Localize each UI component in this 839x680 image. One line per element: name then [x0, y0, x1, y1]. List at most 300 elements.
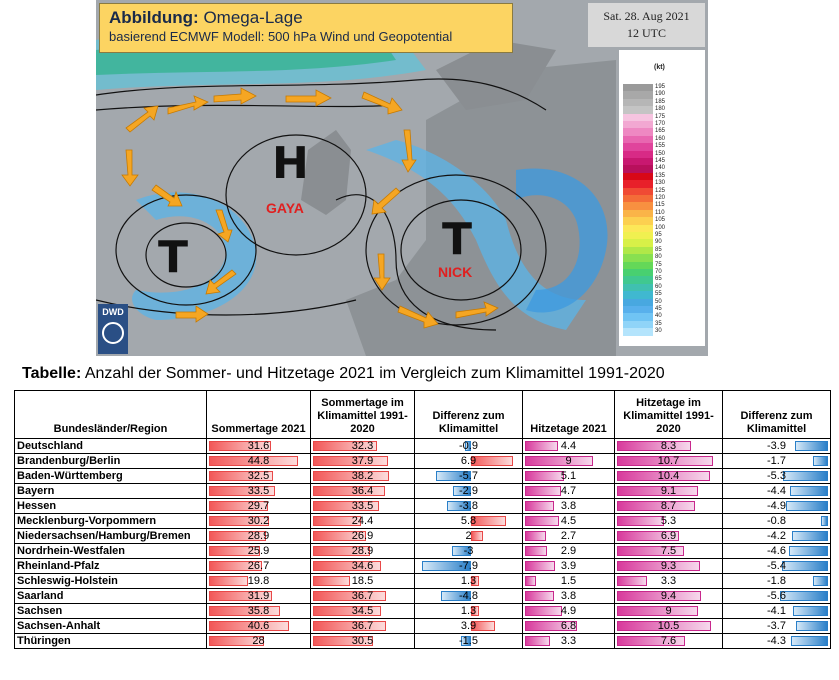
table-row [15, 469, 831, 484]
scale-swatch [623, 217, 653, 224]
summer-days-2021-cell [207, 469, 311, 484]
hot-days-climate-bar [617, 591, 701, 601]
hot-days-climate-bar [617, 561, 700, 571]
table-row [15, 529, 831, 544]
hot-days-2021-bar [525, 591, 554, 601]
summer-days-table [14, 390, 831, 649]
scale-swatch [623, 121, 653, 128]
summer-days-2021-cell [207, 499, 311, 514]
summer-days-diff-value: -4.8 [459, 590, 478, 602]
summer-days-climate-value: 34.6 [351, 560, 374, 572]
hot-days-climate-cell [615, 604, 723, 619]
hot-days-diff-bar [780, 591, 828, 601]
summer-days-climate-value: 38.2 [351, 470, 374, 482]
hot-days-diff-bar [821, 516, 828, 526]
hot-days-diff-bar [782, 561, 828, 571]
hot-days-climate-cell [615, 484, 723, 499]
hot-days-diff-cell [723, 514, 831, 529]
summer-days-climate-bar [313, 456, 388, 466]
summer-days-2021-value: 29.7 [247, 500, 270, 512]
scale-label: 150 [655, 150, 666, 157]
region-cell: Sachsen-Anhalt [15, 619, 207, 634]
scale-label: 130 [655, 180, 666, 187]
hot-days-diff-bar [789, 546, 828, 556]
scale-label: 135 [655, 172, 666, 179]
hot-days-climate-value: 10.5 [657, 620, 680, 632]
hot-days-climate-bar [617, 501, 695, 511]
summer-days-diff-cell [415, 484, 523, 499]
scale-swatch [623, 269, 653, 276]
summer-days-climate-value: 36.4 [351, 485, 374, 497]
region-cell: Sachsen [15, 604, 207, 619]
dwd-logo-icon [102, 322, 124, 344]
summer-days-climate-value: 33.5 [351, 500, 374, 512]
hot-days-climate-cell [615, 544, 723, 559]
summer-days-diff-cell [415, 454, 523, 469]
scale-swatch [623, 128, 653, 135]
scale-swatch [623, 188, 653, 195]
hot-days-diff-value: -4.9 [767, 500, 786, 512]
scale-label: 40 [655, 313, 662, 320]
scale-swatch [623, 225, 653, 232]
scale-label: 45 [655, 306, 662, 312]
hot-days-diff-bar [783, 471, 828, 481]
summer-days-2021-value: 40.6 [247, 620, 270, 632]
summer-days-climate-bar [313, 576, 350, 586]
summer-days-diff-cell [415, 499, 523, 514]
scale-label: 60 [655, 283, 662, 290]
table-row [15, 619, 831, 634]
hot-days-2021-value: 4.4 [560, 440, 577, 452]
summer-days-2021-cell [207, 439, 311, 454]
hot-days-2021-value: 5.1 [560, 470, 577, 482]
scale-swatch [623, 195, 653, 202]
hot-days-climate-cell [615, 514, 723, 529]
summer-days-diff-cell [415, 439, 523, 454]
hot-days-2021-value: 9 [565, 455, 572, 467]
summer-days-2021-cell [207, 634, 311, 649]
scale-label: 175 [655, 113, 666, 120]
scale-swatch [623, 254, 653, 261]
hot-days-diff-value: -5.4 [767, 560, 786, 572]
scale-swatch [623, 114, 653, 121]
hot-days-diff-value: -4.6 [767, 545, 786, 557]
summer-days-diff-value: -3.8 [459, 500, 478, 512]
hot-days-diff-cell [723, 529, 831, 544]
scale-label: 195 [655, 84, 666, 90]
summer-days-climate-cell [311, 514, 415, 529]
hot-days-2021-cell [523, 589, 615, 604]
figure-subtitle: basierend ECMWF Modell: 500 hPa Wind und Geopotential [109, 29, 453, 44]
hot-days-2021-cell [523, 604, 615, 619]
hot-days-climate-value: 5.3 [660, 515, 677, 527]
hot-days-2021-cell [523, 544, 615, 559]
scale-swatch [623, 84, 653, 91]
scale-swatch [623, 151, 653, 158]
hot-days-diff-value: -5.6 [767, 590, 786, 602]
summer-days-climate-value: 26.9 [351, 530, 374, 542]
scale-swatch [623, 165, 653, 172]
scale-label: 165 [655, 128, 666, 135]
hot-days-climate-value: 7.6 [660, 635, 677, 647]
hot-days-diff-cell [723, 484, 831, 499]
summer-days-2021-value: 31.9 [247, 590, 270, 602]
table-body [15, 439, 831, 649]
hot-days-climate-cell [615, 469, 723, 484]
hot-days-2021-cell [523, 439, 615, 454]
scale-swatch [623, 321, 653, 328]
summer-days-diff-cell [415, 604, 523, 619]
summer-days-diff-value: 1.3 [460, 575, 477, 587]
table-row [15, 484, 831, 499]
summer-days-climate-value: 34.5 [351, 605, 374, 617]
scale-label: 95 [655, 232, 662, 238]
hot-days-2021-bar [525, 516, 559, 526]
scale-swatch [623, 262, 653, 269]
scale-label: 145 [655, 158, 666, 164]
scale-label: 80 [655, 254, 662, 261]
hot-days-2021-value: 4.5 [560, 515, 577, 527]
hot-days-2021-cell [523, 574, 615, 589]
low-pressure-name: NICK [438, 264, 473, 280]
scale-swatch [623, 91, 653, 98]
hot-days-2021-bar [525, 486, 561, 496]
hot-days-diff-bar [790, 486, 828, 496]
hot-days-climate-value: 9.1 [660, 485, 677, 497]
scale-label: 55 [655, 291, 662, 298]
summer-days-diff-value: -1.5 [459, 635, 478, 647]
hot-days-2021-cell [523, 634, 615, 649]
header-hot-diff: Differenz zum Klimamittel [723, 391, 831, 439]
summer-days-2021-value: 33.5 [247, 485, 270, 497]
scale-label: 30 [655, 328, 662, 335]
hot-days-diff-bar [793, 606, 828, 616]
summer-days-diff-value: 1.3 [460, 605, 477, 617]
hot-days-climate-bar [617, 606, 698, 616]
summer-days-diff-value: -0.9 [459, 440, 478, 452]
region-cell: Mecklenburg-Vorpommern [15, 514, 207, 529]
hot-days-climate-cell [615, 559, 723, 574]
hot-days-diff-value: -1.8 [767, 575, 786, 587]
hot-days-2021-cell [523, 469, 615, 484]
scale-label: 75 [655, 261, 662, 268]
scale-swatch [623, 173, 653, 180]
hot-days-climate-bar [617, 486, 698, 496]
summer-days-diff-cell [415, 574, 523, 589]
hot-days-diff-value: -3.7 [767, 620, 786, 632]
summer-days-2021-bar [209, 606, 280, 616]
hot-days-2021-value: 3.3 [560, 635, 577, 647]
scale-swatch [623, 106, 653, 113]
scale-label: 105 [655, 217, 666, 224]
scale-label: 140 [655, 165, 666, 172]
summer-days-climate-bar [313, 486, 385, 496]
hot-days-2021-cell [523, 559, 615, 574]
region-cell: Saarland [15, 589, 207, 604]
header-hot-2021: Hitzetage 2021 [523, 391, 615, 439]
scale-label: 65 [655, 276, 662, 283]
region-cell: Niedersachsen/Hamburg/Bremen [15, 529, 207, 544]
hot-days-2021-cell [523, 454, 615, 469]
summer-days-2021-cell [207, 544, 311, 559]
hot-days-2021-value: 3.9 [560, 560, 577, 572]
summer-days-climate-value: 30.5 [351, 635, 374, 647]
summer-days-climate-cell [311, 559, 415, 574]
hot-days-2021-value: 2.7 [560, 530, 577, 542]
summer-days-climate-bar [313, 471, 389, 481]
summer-days-climate-value: 32.3 [351, 440, 374, 452]
summer-days-diff-cell [415, 514, 523, 529]
summer-days-2021-value: 19.8 [247, 575, 270, 587]
hot-days-2021-value: 4.9 [560, 605, 577, 617]
scale-swatch [623, 247, 653, 254]
high-pressure-name: GAYA [266, 200, 304, 216]
scale-swatch [623, 99, 653, 106]
summer-days-2021-value: 26.7 [247, 560, 270, 572]
hot-days-diff-value: -0.8 [767, 515, 786, 527]
hot-days-climate-bar [617, 516, 664, 526]
summer-days-diff-bar [471, 531, 483, 541]
summer-days-diff-value: -5.7 [459, 470, 478, 482]
figure-caption [99, 3, 513, 53]
summer-days-diff-cell [415, 619, 523, 634]
hot-days-diff-cell [723, 604, 831, 619]
summer-days-climate-cell [311, 604, 415, 619]
hot-days-2021-bar [525, 636, 550, 646]
hot-days-diff-cell [723, 439, 831, 454]
hot-days-climate-value: 9 [665, 605, 672, 617]
header-summer-climate: Sommertage im Klimamittel 1991-2020 [311, 391, 415, 439]
summer-days-diff-value: -7.9 [459, 560, 478, 572]
figure-title: Abbildung: Omega-Lage [109, 8, 303, 27]
header-hot-climate: Hitzetage im Klimamittel 1991-2020 [615, 391, 723, 439]
summer-days-2021-cell [207, 529, 311, 544]
summer-days-climate-cell [311, 544, 415, 559]
hot-days-diff-value: -4.2 [767, 530, 786, 542]
scale-swatch [623, 202, 653, 209]
scale-label: 185 [655, 98, 666, 105]
table-row [15, 454, 831, 469]
hot-days-2021-bar [525, 561, 555, 571]
hot-days-2021-bar [525, 471, 564, 481]
hot-days-climate-bar [617, 441, 691, 451]
hot-days-diff-cell [723, 574, 831, 589]
table-row [15, 514, 831, 529]
summer-days-diff-cell [415, 634, 523, 649]
region-cell: Schleswig-Holstein [15, 574, 207, 589]
scale-swatch [623, 291, 653, 298]
scale-label: 85 [655, 246, 662, 253]
region-cell: Rheinland-Pfalz [15, 559, 207, 574]
table-row [15, 559, 831, 574]
hot-days-diff-cell [723, 454, 831, 469]
summer-days-climate-cell [311, 469, 415, 484]
hot-days-2021-value: 3.8 [560, 500, 577, 512]
dwd-logo: DWD [98, 304, 128, 354]
hot-days-diff-bar [795, 441, 828, 451]
summer-days-2021-value: 44.8 [247, 455, 270, 467]
scale-swatch [623, 210, 653, 217]
hot-days-diff-value: -3.9 [767, 440, 786, 452]
hot-days-climate-value: 10.4 [657, 470, 680, 482]
summer-days-diff-cell [415, 469, 523, 484]
hot-days-climate-value: 3.3 [660, 575, 677, 587]
hot-days-climate-value: 9.3 [660, 560, 677, 572]
region-cell: Brandenburg/Berlin [15, 454, 207, 469]
hot-days-climate-cell [615, 589, 723, 604]
scale-swatch [623, 284, 653, 291]
summer-days-2021-value: 35.8 [247, 605, 270, 617]
hot-days-climate-value: 9.4 [660, 590, 677, 602]
summer-days-climate-cell [311, 529, 415, 544]
summer-days-diff-cell [415, 589, 523, 604]
summer-days-climate-cell [311, 619, 415, 634]
summer-days-diff-value: -3 [463, 545, 474, 557]
scale-swatch [623, 276, 653, 283]
summer-days-2021-value: 31.6 [247, 440, 270, 452]
hot-days-diff-bar [813, 456, 828, 466]
low-pressure-letter: T [442, 214, 473, 265]
hot-days-diff-value: -4.1 [767, 605, 786, 617]
map-background [96, 0, 708, 356]
scale-label: 90 [655, 239, 662, 246]
hot-days-2021-cell [523, 499, 615, 514]
summer-days-climate-bar [313, 591, 386, 601]
summer-days-climate-value: 18.5 [351, 575, 374, 587]
scale-label: 155 [655, 143, 666, 150]
hot-days-diff-bar [786, 501, 828, 511]
summer-days-2021-value: 32.5 [247, 470, 270, 482]
region-cell: Baden-Württemberg [15, 469, 207, 484]
scale-label: 70 [655, 269, 662, 275]
header-summer-2021: Sommertage 2021 [207, 391, 311, 439]
hot-days-diff-value: -5.3 [767, 470, 786, 482]
summer-days-climate-value: 28.9 [351, 545, 374, 557]
summer-days-2021-value: 28.9 [247, 530, 270, 542]
summer-days-climate-cell [311, 574, 415, 589]
region-cell: Thüringen [15, 634, 207, 649]
scale-label: 120 [655, 195, 666, 201]
hot-days-2021-value: 4.7 [560, 485, 577, 497]
hot-days-climate-cell [615, 574, 723, 589]
hot-days-2021-value: 3.8 [560, 590, 577, 602]
hot-days-climate-cell [615, 619, 723, 634]
summer-days-climate-value: 36.7 [351, 620, 374, 632]
hot-days-2021-bar [525, 456, 593, 466]
summer-days-2021-cell [207, 604, 311, 619]
region-cell: Deutschland [15, 439, 207, 454]
hot-days-2021-cell [523, 514, 615, 529]
region-cell: Nordrhein-Westfalen [15, 544, 207, 559]
hot-days-diff-bar [796, 621, 828, 631]
summer-days-2021-cell [207, 454, 311, 469]
hot-days-diff-cell [723, 499, 831, 514]
summer-days-diff-value: 5.8 [460, 515, 477, 527]
hot-days-2021-value: 6.8 [560, 620, 577, 632]
hot-days-2021-bar [525, 576, 536, 586]
summer-days-diff-value: -2.9 [459, 485, 478, 497]
scale-label: 170 [655, 121, 666, 127]
summer-days-diff-value: 2 [465, 530, 472, 542]
summer-days-climate-cell [311, 484, 415, 499]
hot-days-2021-bar [525, 546, 547, 556]
scale-label: 100 [655, 224, 666, 231]
table-row [15, 499, 831, 514]
scale-swatch [623, 313, 653, 320]
summer-days-diff-cell [415, 529, 523, 544]
summer-days-2021-cell [207, 619, 311, 634]
summer-days-2021-bar [209, 576, 248, 586]
summer-days-2021-cell [207, 514, 311, 529]
summer-days-2021-value: 28 [252, 635, 265, 647]
scale-label: 115 [655, 202, 665, 209]
table-row [15, 604, 831, 619]
summer-days-climate-value: 37.9 [351, 455, 374, 467]
summer-days-diff-bar [471, 456, 513, 466]
table-row [15, 439, 831, 454]
region-cell: Hessen [15, 499, 207, 514]
table-row [15, 574, 831, 589]
hot-days-climate-value: 10.7 [657, 455, 680, 467]
scale-swatch [623, 158, 653, 165]
table-header-row [15, 391, 831, 439]
table-caption: Tabelle: Anzahl der Sommer- und Hitzetage 2021 im Vergleich zum Klimamittel 1991-2020 [22, 365, 665, 382]
scale-swatch [623, 239, 653, 246]
wind-speed-legend [619, 50, 705, 346]
scale-label: 35 [655, 320, 662, 327]
hot-days-climate-bar [617, 576, 647, 586]
time-text: 12 UTC [627, 26, 666, 40]
scale-swatch [623, 306, 653, 313]
summer-days-2021-cell [207, 574, 311, 589]
hot-days-climate-value: 8.7 [660, 500, 677, 512]
region-cell: Bayern [15, 484, 207, 499]
hot-days-climate-cell [615, 634, 723, 649]
hot-days-diff-value: -4.4 [767, 485, 786, 497]
scale-unit: (kt) [654, 64, 665, 71]
scale-label: 50 [655, 298, 662, 305]
hot-days-climate-cell [615, 529, 723, 544]
summer-days-climate-value: 24.4 [351, 515, 374, 527]
summer-days-2021-cell [207, 559, 311, 574]
summer-days-diff-cell [415, 544, 523, 559]
scale-label: 180 [655, 106, 666, 113]
hot-days-2021-cell [523, 484, 615, 499]
hot-days-2021-bar [525, 501, 554, 511]
scale-swatch [623, 143, 653, 150]
hot-days-climate-cell [615, 439, 723, 454]
hot-days-diff-cell [723, 619, 831, 634]
hot-days-2021-cell [523, 619, 615, 634]
hot-days-climate-value: 6.9 [660, 530, 677, 542]
hot-days-diff-cell [723, 634, 831, 649]
summer-days-2021-value: 30.2 [247, 515, 270, 527]
table-row [15, 589, 831, 604]
summer-days-climate-cell [311, 439, 415, 454]
date-text: Sat. 28. Aug 2021 [603, 9, 690, 23]
scale-swatch [623, 136, 653, 143]
hot-days-climate-cell [615, 454, 723, 469]
summer-days-diff-value: 6.9 [460, 455, 477, 467]
hot-days-diff-cell [723, 559, 831, 574]
header-region: Bundesländer/Region [15, 391, 207, 439]
hot-days-2021-cell [523, 529, 615, 544]
hot-days-diff-bar [792, 531, 828, 541]
summer-days-diff-cell [415, 559, 523, 574]
scale-label: 110 [655, 209, 665, 216]
summer-days-climate-cell [311, 454, 415, 469]
summer-days-diff-value: 3.9 [460, 620, 477, 632]
